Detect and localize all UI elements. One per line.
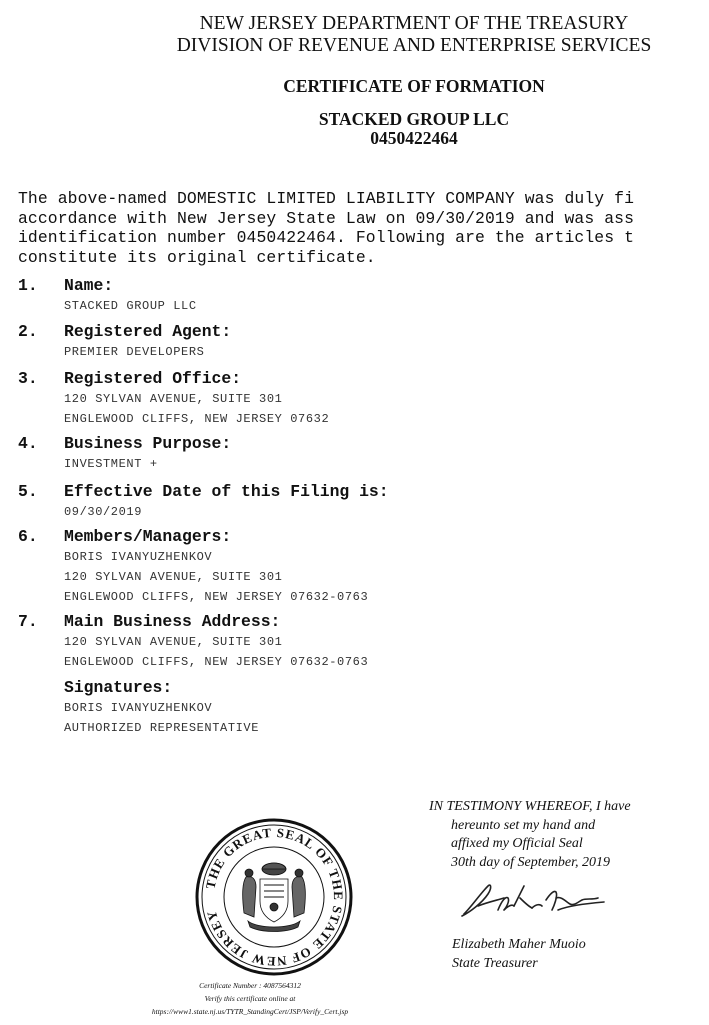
article-number: 6. [18, 527, 38, 546]
article-value: AUTHORIZED REPRESENTATIVE [64, 721, 260, 735]
verify-url[interactable]: https://www1.state.nj.us/TYTR_StandingCert/JSP/Verify_Cert.jsp [151, 1007, 349, 1016]
article-value: 120 SYLVAN AVENUE, SUITE 301 [64, 570, 283, 584]
article-label: Registered Office: [64, 369, 242, 388]
article-values [64, 389, 329, 429]
article-value: 120 SYLVAN AVENUE, SUITE 301 [64, 635, 283, 649]
testimony-line: affixed my Official Seal [451, 836, 583, 851]
article-label: Members/Managers: [64, 527, 232, 546]
intro-line: identification number 0450422464. Following are the articles t [18, 228, 635, 247]
testimony-line: 30th day of September, 2019 [451, 854, 611, 870]
verification-footer [110, 979, 390, 1018]
treasurer-name: Elizabeth Maher Muoio [452, 937, 586, 952]
article-values [64, 296, 197, 316]
article-value: ENGLEWOOD CLIFFS, NEW JERSEY 07632-0763 [64, 590, 369, 604]
article-value: PREMIER DEVELOPERS [64, 345, 205, 359]
intro-line: accordance with New Jersey State Law on 09/30/2019 and was ass [18, 208, 635, 228]
company-name: STACKED GROUP LLC [318, 109, 510, 129]
intro-line: constitute its original certificate. [18, 247, 376, 267]
article-value: STACKED GROUP LLC [64, 299, 197, 313]
article-value: BORIS IVANYUZHENKOV [64, 550, 213, 564]
article-number: 2. [18, 322, 38, 341]
article-values [64, 547, 368, 607]
article-label: Signatures: [64, 678, 173, 697]
article-value: BORIS IVANYUZHENKOV [64, 701, 213, 715]
intro-line: The above-named DOMESTIC LIMITED LIABILITY COMPANY was duly fi [18, 189, 635, 208]
article-values [64, 632, 368, 672]
testimony-block [429, 798, 631, 872]
article-label: Name: [64, 276, 114, 295]
article-value: 09/30/2019 [64, 505, 143, 519]
testimony-line: hereunto set my hand and [451, 817, 596, 833]
article-number: 5. [18, 482, 38, 501]
state-seal-icon [194, 817, 354, 977]
testimony-line: IN TESTIMONY WHEREOF, I have [429, 799, 631, 814]
article-label: Registered Agent: [64, 322, 232, 341]
certificate-number-line: Certificate Number : 4087564312 [199, 981, 301, 990]
article-values [64, 342, 204, 362]
treasurer-title: State Treasurer [452, 955, 538, 971]
article-label: Business Purpose: [64, 434, 232, 453]
article-value: 120 SYLVAN AVENUE, SUITE 301 [64, 392, 283, 406]
article-value: INVESTMENT + [64, 457, 158, 471]
handwritten-signature-icon [458, 876, 608, 926]
division-heading: DIVISION OF REVENUE AND ENTERPRISE SERVICES [176, 35, 652, 56]
treasurer-block [452, 936, 586, 973]
article-label: Main Business Address: [64, 612, 281, 631]
article-number: 3. [18, 369, 38, 388]
article-values [64, 502, 142, 522]
certificate-title: CERTIFICATE OF FORMATION [283, 76, 545, 96]
article-number: 7. [18, 612, 38, 631]
certificate-number: 0450422464 [370, 128, 458, 148]
article-number: 4. [18, 434, 38, 453]
seal-text: THE GREAT SEAL OF THE STATE OF NEW JERSEY [202, 824, 347, 970]
article-value: ENGLEWOOD CLIFFS, NEW JERSEY 07632 [64, 412, 330, 426]
article-values [64, 454, 158, 474]
verify-instruction: Verify this certificate online at [204, 994, 296, 1003]
article-label: Effective Date of this Filing is: [64, 482, 389, 501]
article-values [64, 698, 259, 738]
intro-paragraph [18, 189, 709, 267]
department-heading: NEW JERSEY DEPARTMENT OF THE TREASURY [199, 13, 629, 34]
article-number: 1. [18, 276, 38, 295]
article-value: ENGLEWOOD CLIFFS, NEW JERSEY 07632-0763 [64, 655, 369, 669]
